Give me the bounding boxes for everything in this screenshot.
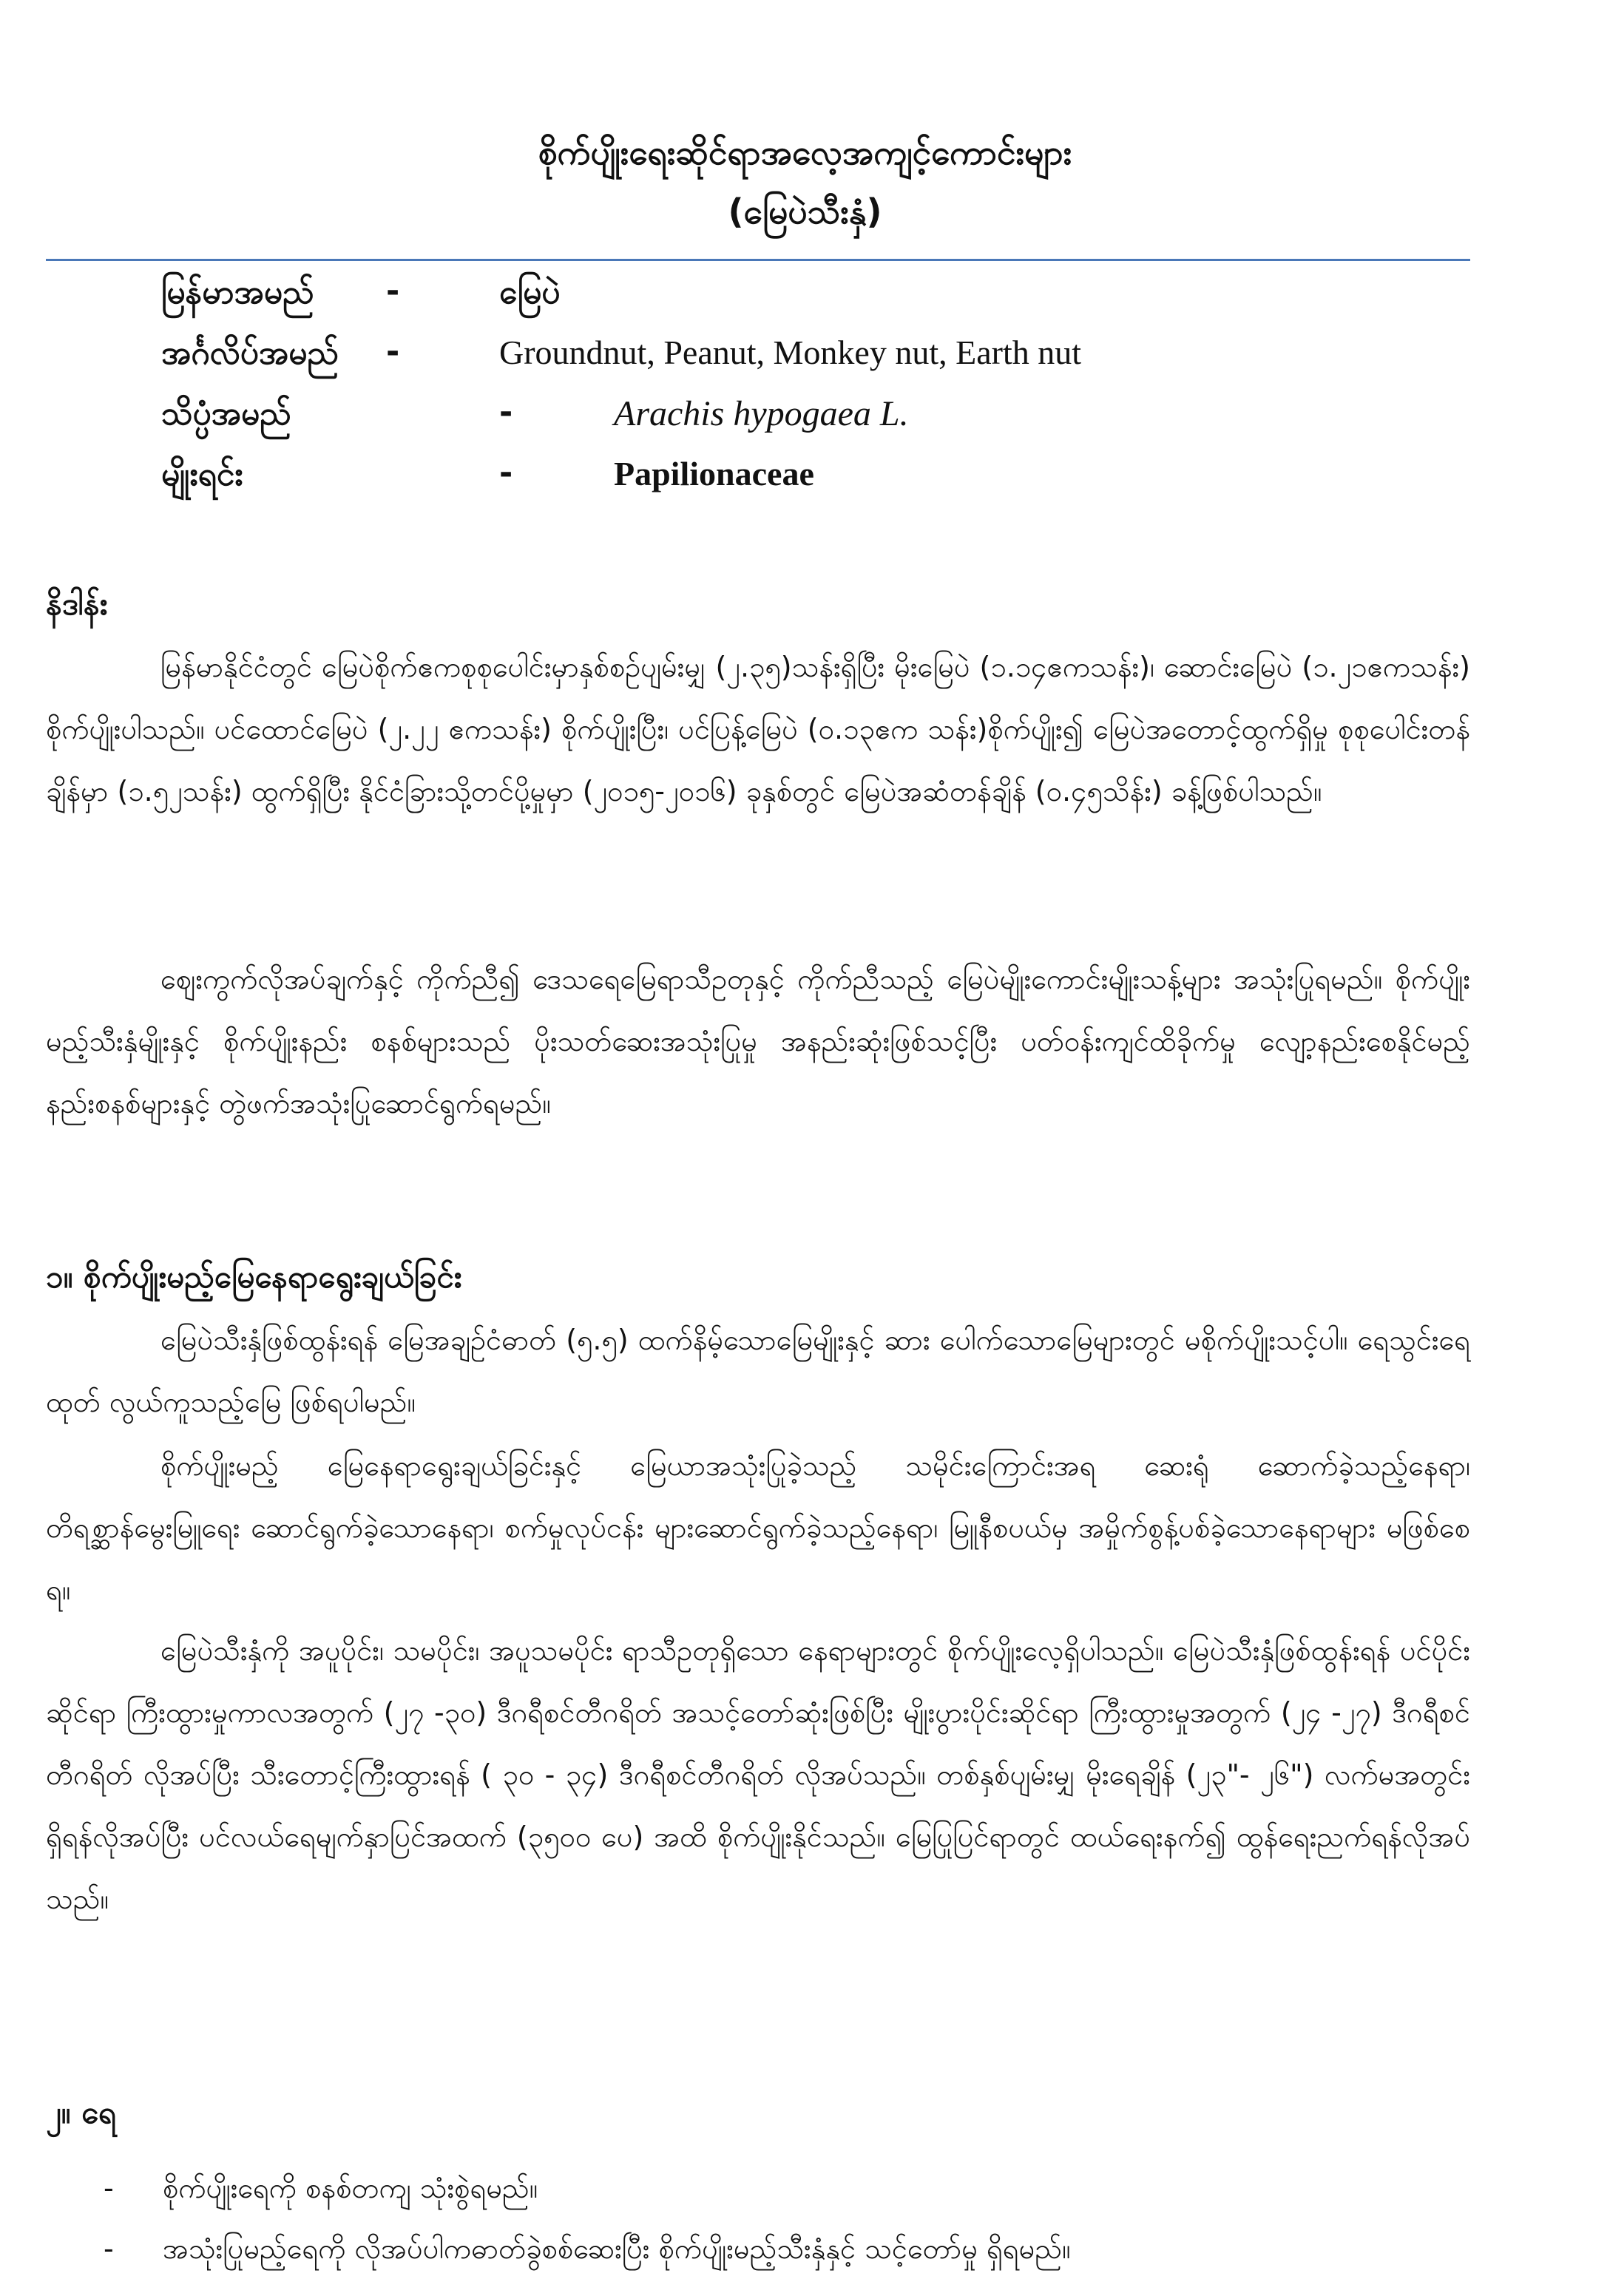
meta-value: Papilionaceae xyxy=(614,455,814,492)
meta-value: Groundnut, Peanut, Monkey nut, Earth nut xyxy=(499,333,1082,371)
meta-dash: - xyxy=(499,393,513,431)
meta-dash: - xyxy=(499,454,513,492)
meta-label: သိပ္ပံအမည် xyxy=(161,395,291,433)
meta-row-english-name xyxy=(0,333,1610,385)
document-title: စိုက်ပျိုးရေးဆိုင်ရာအလေ့အကျင့်ကောင်းများ xyxy=(538,132,1072,172)
meta-value: မြေပဲ xyxy=(499,274,561,311)
bullet-text: အသုံးပြုမည့်ရေကို လိုအပ်ပါကဓာတ်ခွဲစစ်ဆေးပြီး စိုက်ပျိုးမည့်သီးနှံနှင့် သင့်တော်မှု ရှိရမည်။ xyxy=(163,2232,1071,2265)
bullet-text: စိုက်ပျိုးရေကို စနစ်တကျ သုံးစွဲရမည်။ xyxy=(163,2172,538,2204)
list-item xyxy=(104,2218,1470,2279)
meta-label: အင်္ဂလိပ်အမည် xyxy=(161,334,339,372)
intro-paragraph: မြန်မာနိုင်ငံတွင် မြေပဲစိုက်ဧကစုစုပေါင်းမှာနှစ်စဉ်ပျမ်းမျှ (၂.၃၅)သန်းရှိပြီး မိုးမြေပဲ (၁.၁၄ဧကသန်း)၊ ဆောင်းမြေပဲ (၁.၂၁ဧကသန်း) စိုက်ပျိုးပါသည်။ ပင်ထောင်မြေပဲ (၂.၂၂ ဧကသန်း) စိုက်ပျိုးပြီး၊ ပင်ပြန့်မြေပဲ (၀.၁၃ဧက သန်း)စိုက်ပျိုး၍ မြေပဲအတောင့်ထွက်ရှိမှု စုစုပေါင်းတန်ချိန်မှာ (၁.၅၂သန်း) ထွက်ရှိပြီး နိုင်ငံခြားသို့တင်ပို့မှုမှာ (၂၀၁၅-၂၀၁၆) ခုနှစ်တွင် မြေပဲအဆံတန်ချိန် (၀.၄၅သိန်း) ခန့်ဖြစ်ပါသည်။ xyxy=(46,651,1470,807)
meta-label: မျိုးရင်း xyxy=(161,456,243,493)
section1-paragraph: စိုက်ပျိုးမည့် မြေနေရာရွေးချယ်ခြင်းနှင့် မြေယာအသုံးပြုခဲ့သည့် သမိုင်းကြောင်းအရ ဆေးရုံ ဆောက်ခဲ့သည့်နေရာ၊ တိရစ္ဆာန်မွေးမြူရေး ဆောင်ရွက်ခဲ့သောနေရာ၊ စက်မှုလုပ်ငန်း များဆောင်ရွက်ခဲ့သည့်နေရာ၊ မြူနီစပယ်မှ အမှိုက်စွန့်ပစ်ခဲ့သောနေရာများ မဖြစ်စေရ။ xyxy=(46,1449,1470,1606)
meta-value: Arachis hypogaea L. xyxy=(614,394,909,433)
meta-dash: - xyxy=(386,272,400,310)
title-divider xyxy=(46,259,1470,261)
section1-paragraph: မြေပဲသီးနှံဖြစ်ထွန်းရန် မြေအချဉ်ငံဓာတ် (၅.၅) ထက်နိမ့်သောမြေမျိုးနှင့် ဆား ပေါက်သောမြေများတွင် မစိုက်ပျိုးသင့်ပါ။ ရေသွင်းရေထုတ် လွယ်ကူသည့်မြေ ဖြစ်ရပါမည်။ xyxy=(46,1324,1470,1418)
intro-heading: နိဒါန်း xyxy=(46,586,108,622)
section1-paragraph: မြေပဲသီးနှံကို အပူပိုင်း၊ သမပိုင်း၊ အပူသမပိုင်း ရာသီဥတုရှိသော နေရာများတွင် စိုက်ပျိုးလေ့ရှိပါသည်။ မြေပဲသီးနှံဖြစ်ထွန်းရန် ပင်ပိုင်းဆိုင်ရာ ကြီးထွားမှုကာလအတွက် (၂၇ -၃၀) ဒီဂရီစင်တီဂရိတ် အသင့်တော်ဆုံးဖြစ်ပြီး မျိုးပွားပိုင်းဆိုင်ရာ ကြီးထွားမှုအတွက် (၂၄ -၂၇) ဒီဂရီစင်တီဂရိတ် လိုအပ်ပြီး သီးတောင့်ကြီးထွားရန် ( ၃၀ - ၃၄) ဒီဂရီစင်တီဂရိတ် လိုအပ်သည်။ တစ်နှစ်ပျမ်းမျှ မိုးရေချိန် (၂၃"- ၂၆") လက်မအတွင်း ရှိရန်လိုအပ်ပြီး ပင်လယ်ရေမျက်နှာပြင်အထက် (၃၅၀၀ ပေ) အထိ စိုက်ပျိုးနိုင်သည်။ မြေပြုပြင်ရာတွင် ထယ်ရေးနက်၍ ထွန်ရေးညက်ရန်လိုအပ်သည်။ xyxy=(46,1634,1470,1915)
list-item xyxy=(104,2158,1470,2218)
section2-heading: ၂။ ရေ xyxy=(46,2094,116,2130)
section2-bullet-list xyxy=(104,2158,1470,2279)
meta-row-myanmar-name xyxy=(0,272,1610,324)
meta-row-scientific-name xyxy=(0,393,1610,445)
meta-dash: - xyxy=(386,333,400,370)
meta-label: မြန်မာအမည် xyxy=(161,274,314,311)
intro-paragraph: ဈေးကွက်လိုအပ်ချက်နှင့် ကိုက်ညီ၍ ဒေသရေမြေရာသီဥတုနှင့် ကိုက်ညီသည့် မြေပဲမျိုးကောင်းမျိုးသန့်များ အသုံးပြုရမည်။ စိုက်ပျိုးမည့်သီးနှံမျိုးနှင့် စိုက်ပျိုးနည်း စနစ်များသည် ပိုးသတ်ဆေးအသုံးပြုမှု အနည်းဆုံးဖြစ်သင့်ပြီး ပတ်ဝန်းကျင်ထိခိုက်မှု လျော့နည်းစေနိုင်မည့် နည်းစနစ်များနှင့် တွဲဖက်အသုံးပြုဆောင်ရွက်ရမည်။ xyxy=(46,963,1470,1120)
document-subtitle: (မြေပဲသီးနှံ) xyxy=(728,192,882,231)
bullet-dash: - xyxy=(104,2172,114,2204)
bullet-dash: - xyxy=(104,2232,114,2265)
section1-heading: ၁။ စိုက်ပျိုးမည့်မြေနေရာရွေးချယ်ခြင်း xyxy=(46,1259,462,1295)
meta-row-family xyxy=(0,454,1610,506)
